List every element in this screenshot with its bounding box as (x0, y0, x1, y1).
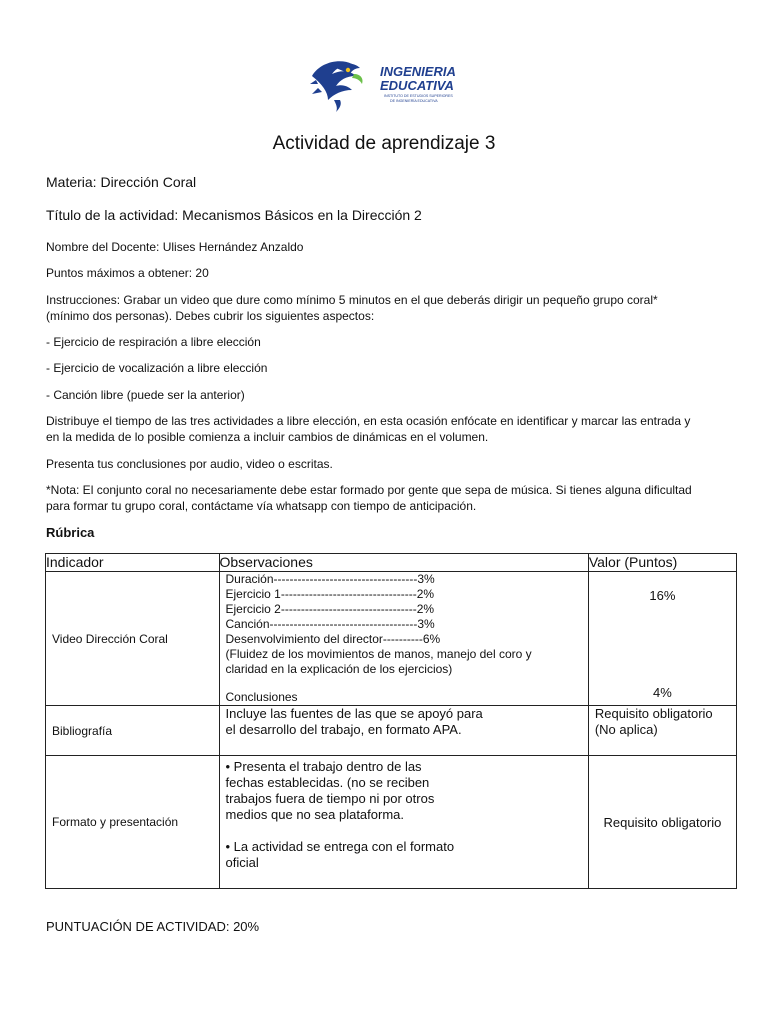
valor-cell (588, 572, 736, 706)
aspecto-item: - Ejercicio de respiración a libre elección (46, 335, 261, 349)
nota-line1: *Nota: El conjunto coral no necesariamente debe estar formado por gente que sepa de música. Si tienes alguna dificultad (46, 483, 692, 497)
page-title: Actividad de aprendizaje 3 (272, 133, 496, 154)
rubrica-label: Rúbrica (46, 525, 95, 540)
obs-line: Desenvolvimiento del director----------6% (225, 632, 441, 646)
valor-cell: Requisito obligatorio (588, 756, 736, 889)
observaciones-cell (219, 572, 588, 706)
table-row (46, 756, 737, 889)
obs-line: • Presenta el trabajo dentro de las (225, 759, 422, 774)
titulo-actividad: Título de la actividad: Mecanismos Básicos en la Dirección 2 (46, 207, 422, 223)
aspecto-item: - Canción libre (puede ser la anterior) (46, 388, 245, 402)
puntos-maximos: Puntos máximos a obtener: 20 (46, 266, 209, 280)
aspecto-item: - Ejercicio de vocalización a libre elección (46, 361, 268, 375)
valor-line: (No aplica) (594, 722, 658, 737)
obs-line: trabajos fuera de tiempo ni por otros (225, 791, 435, 806)
distribuye-line2: en la medida de lo posible comienza a incluir cambios de dinámicas en el volumen. (46, 430, 489, 444)
table-row (46, 572, 737, 706)
logo-line4: DE INGENIERÍA EDUCATIVA (390, 99, 438, 103)
observaciones-cell (219, 706, 588, 756)
header-indicador: Indicador (46, 554, 220, 572)
observaciones-cell (219, 756, 588, 889)
table-header-row (46, 554, 737, 572)
ingenieria-educativa-logo (306, 54, 466, 114)
puntuacion-actividad: PUNTUACIÓN DE ACTIVIDAD: 20% (46, 919, 260, 934)
logo-line1: INGENIERIA (380, 64, 456, 79)
valor-line: Requisito obligatorio (594, 706, 713, 721)
obs-line: fechas establecidas. (no se reciben (225, 775, 430, 790)
obs-line: Ejercicio 2----------------------------------2% (225, 602, 435, 616)
obs-line: Ejercicio 1----------------------------------2% (225, 587, 435, 601)
obs-line: Incluye las fuentes de las que se apoyó para (225, 706, 483, 721)
materia: Materia: Dirección Coral (46, 174, 197, 190)
indicador-cell: Video Dirección Coral (46, 572, 220, 706)
logo-line2: EDUCATIVA (380, 78, 454, 93)
indicador-cell: Bibliografía (46, 706, 220, 756)
eagle-logo-icon (306, 54, 466, 114)
presenta: Presenta tus conclusiones por audio, video o escritas. (46, 457, 333, 471)
header-observaciones: Observaciones (219, 554, 588, 572)
nota-line2: para formar tu grupo coral, contáctame vía whatsapp con tiempo de anticipación. (46, 499, 477, 513)
valor-cell (588, 706, 736, 756)
obs-line: • La actividad se entrega con el formato (225, 839, 455, 854)
obs-line: (Fluidez de los movimientos de manos, manejo del coro y (225, 647, 532, 661)
distribuye-line1: Distribuye el tiempo de las tres actividades a libre elección, en esta ocasión enfócate en identificar y marcar las entrada y (46, 414, 691, 428)
header-valor: Valor (Puntos) (588, 554, 736, 572)
obs-line: claridad en la explicación de los ejercicios) (225, 662, 453, 676)
obs-line: oficial (225, 855, 259, 870)
obs-line: Conclusiones (225, 690, 298, 704)
valor-4: 4% (653, 685, 672, 700)
logo-line3: INSTITUTO DE ESTUDIOS SUPERIORES (384, 94, 453, 98)
obs-line: Canción-------------------------------------3% (225, 617, 435, 631)
instrucciones-line2: (mínimo dos personas). Debes cubrir los siguientes aspectos: (46, 309, 375, 323)
indicador-cell: Formato y presentación (46, 756, 220, 889)
obs-line: el desarrollo del trabajo, en formato APA. (225, 722, 462, 737)
instrucciones-line1: Instrucciones: Grabar un video que dure como mínimo 5 minutos en el que deberás dirigir un pequeño grupo coral* (46, 293, 658, 307)
rubric-table (45, 553, 737, 889)
table-row (46, 706, 737, 756)
docente: Nombre del Docente: Ulises Hernández Anzaldo (46, 240, 304, 254)
valor-16: 16% (649, 588, 676, 603)
obs-line: medios que no sea plataforma. (225, 807, 404, 822)
obs-line: Duración------------------------------------3% (225, 572, 435, 586)
